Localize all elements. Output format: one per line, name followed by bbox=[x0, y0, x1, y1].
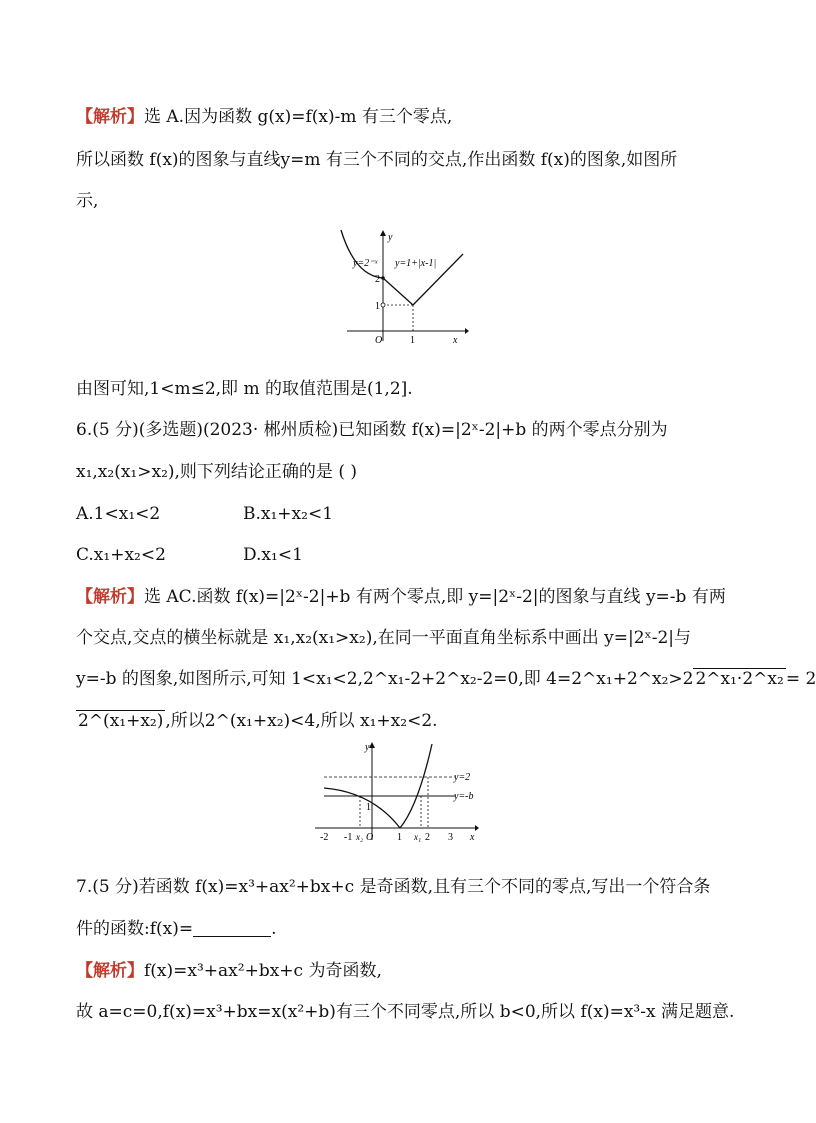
q6-origin: O bbox=[366, 832, 374, 843]
q7-stem-text2b: . bbox=[271, 919, 277, 939]
q6-figure bbox=[310, 740, 490, 846]
q6-solution-text1: 选 AC.函数 f(x)=|2ˣ-2|+b 有两个零点,即 y=|2ˣ-2|的图象与直线 y=-b 有两 bbox=[144, 587, 726, 607]
q5-abs-segment-left bbox=[383, 278, 413, 305]
q6-solution-sqrt1: 2^x₁·2^x₂ bbox=[695, 669, 784, 689]
q6-option-b: B.x₁+x₂<1 bbox=[243, 504, 334, 524]
q6-tick-3: 3 bbox=[448, 832, 453, 843]
q6-label-y2: y=2 bbox=[454, 772, 471, 783]
q6-solution-text3c: = 2 bbox=[785, 669, 816, 689]
q5-conclusion: 由图可知,1<m≤2,即 m 的取值范围是(1,2]. bbox=[76, 379, 413, 399]
q5-axis-y-label: y bbox=[388, 232, 393, 243]
q6-label-yb: y=-b bbox=[454, 791, 474, 802]
q7-solution-tag: 【解析】 bbox=[76, 961, 144, 981]
q6-tick-2: 2 bbox=[425, 832, 430, 843]
q5-figure bbox=[335, 226, 470, 346]
q6-tick-m1: -1 bbox=[344, 832, 353, 843]
q6-tick-1: 1 bbox=[397, 832, 402, 843]
q6-y-tick-1: 1 bbox=[366, 802, 371, 813]
q5-solution-line3: 示, bbox=[76, 191, 99, 211]
q5-tick-1: 1 bbox=[375, 301, 380, 312]
q6-stem-line2: x₁,x₂(x₁>x₂),则下列结论正确的是 ( ) bbox=[76, 462, 357, 482]
q6-curve-left bbox=[324, 788, 400, 828]
q6-solution-line2: 个交点,交点的横坐标就是 x₁,x₂(x₁>x₂),在同一平面直角坐标系中画出 y=|2ˣ-2|与 bbox=[76, 628, 692, 648]
q7-solution-text1: f(x)=x³+ax²+bx+c 为奇函数, bbox=[144, 961, 382, 981]
q6-tick-m2: -2 bbox=[320, 832, 329, 843]
q5-closed-point bbox=[381, 276, 385, 280]
q5-solution-text1: 选 A.因为函数 g(x)=f(x)-m 有三个零点, bbox=[144, 107, 453, 127]
q5-tick-x1: 1 bbox=[410, 335, 415, 346]
q6-solution-text4b: ,所以2^(x₁+x₂)<4,所以 x₁+x₂<2. bbox=[165, 711, 438, 731]
q5-solution-line2: 所以函数 f(x)的图象与直线y=m 有三个不同的交点,作出函数 f(x)的图象,如图所 bbox=[76, 150, 678, 170]
q6-solution-tag: 【解析】 bbox=[76, 587, 144, 607]
q6-x1-label: x₁ bbox=[414, 832, 422, 842]
q7-solution-line1 bbox=[76, 960, 382, 982]
q5-origin: O bbox=[375, 335, 383, 346]
q7-stem-line1: 7.(5 分)若函数 f(x)=x³+ax²+bx+c 是奇函数,且有三个不同的零点,写出一个符合条 bbox=[76, 877, 711, 897]
q5-right-label: y=1+|x-1| bbox=[395, 258, 437, 269]
q6-option-d: D.x₁<1 bbox=[243, 545, 303, 565]
q7-answer-blank bbox=[193, 920, 271, 937]
q7-stem-text2a: 件的函数:f(x)= bbox=[76, 919, 194, 939]
q6-solution-line3 bbox=[76, 668, 816, 690]
q6-curve-right bbox=[400, 744, 432, 828]
q5-solution-line1 bbox=[76, 106, 452, 128]
q6-solution-line1 bbox=[76, 586, 726, 608]
q6-axis-y-label: y bbox=[365, 742, 370, 753]
q6-axis-x-label: x bbox=[470, 832, 475, 843]
q6-option-c: C.x₁+x₂<2 bbox=[76, 545, 166, 565]
q7-solution-line2: 故 a=c=0,f(x)=x³+bx=x(x²+b)有三个不同零点,所以 b<0,所以 f(x)=x³-x 满足题意. bbox=[76, 1002, 735, 1022]
q5-solution-tag: 【解析】 bbox=[76, 107, 144, 127]
q5-open-point bbox=[381, 303, 385, 307]
q6-solution-line4 bbox=[76, 710, 438, 732]
q5-exp-curve bbox=[341, 230, 383, 278]
q6-option-a: A.1<x₁<2 bbox=[76, 504, 161, 524]
q5-left-label: y=2⁻ˣ bbox=[353, 258, 378, 269]
q6-x2-label: x₂ bbox=[356, 832, 364, 842]
q6-stem-line1: 6.(5 分)(多选题)(2023· 郴州质检)已知函数 f(x)=|2ˣ-2|+b 的两个零点分别为 bbox=[76, 420, 668, 440]
q5-tick-2: 2 bbox=[375, 274, 380, 285]
q6-solution-sqrt2: 2^(x₁+x₂) bbox=[78, 711, 164, 731]
q6-solution-text3a: y=-b 的图象,如图所示,可知 1<x₁<2,2^x₁-2+2^x₂-2=0,即 4=2^x₁+2^x₂>2 bbox=[76, 669, 694, 689]
q7-stem-line2 bbox=[76, 918, 277, 940]
q5-axis-x-label: x bbox=[453, 335, 458, 346]
